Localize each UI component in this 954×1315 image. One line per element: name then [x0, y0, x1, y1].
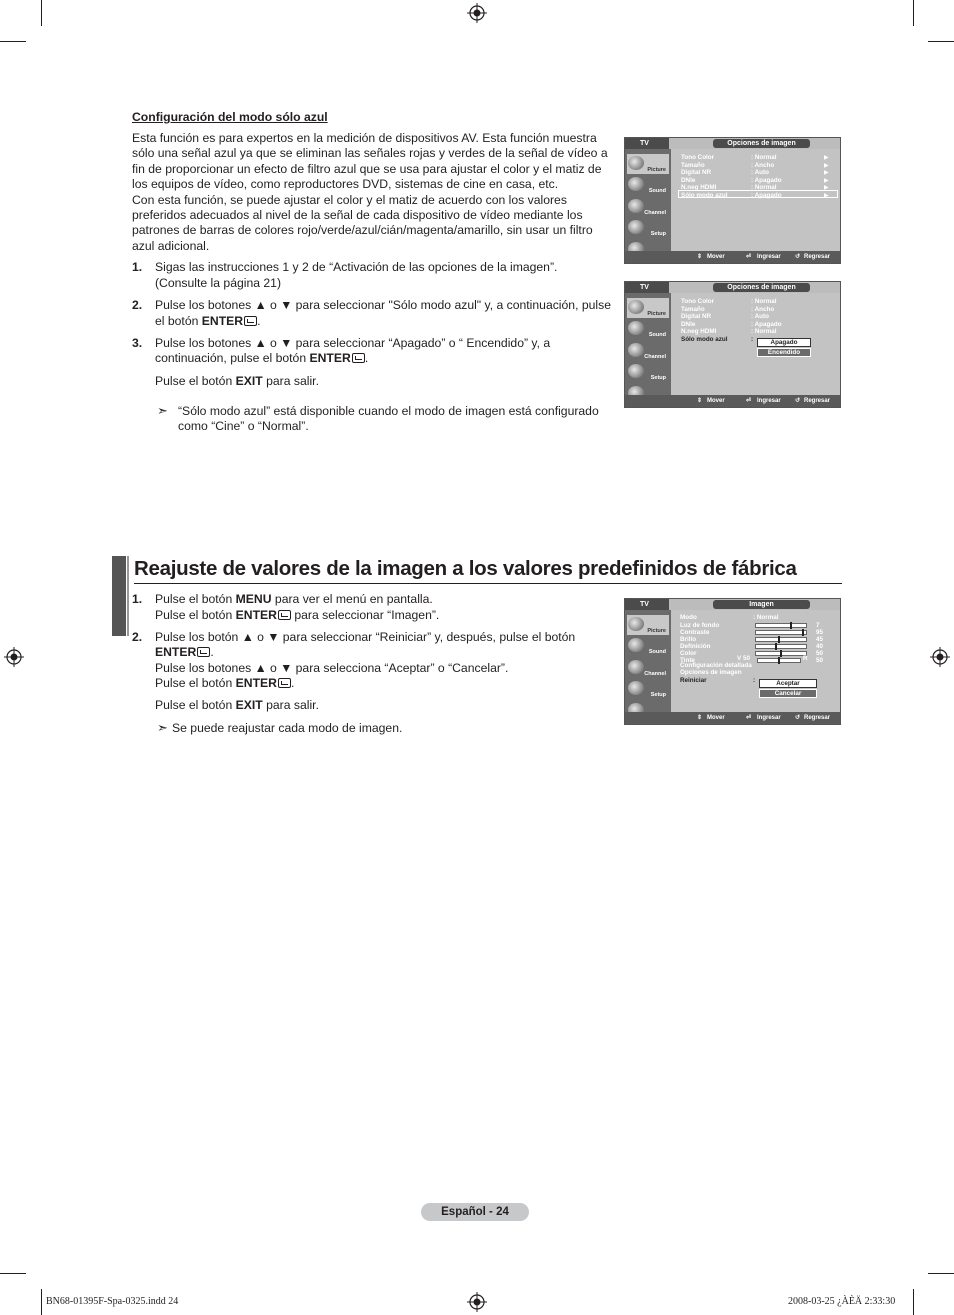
slider-knob[interactable]	[778, 657, 780, 664]
menu-item-label[interactable]: Tamaño	[681, 306, 705, 313]
step-text-part: Pulse el botón	[155, 676, 236, 690]
menu-item-label[interactable]: Opciones de imagen	[680, 669, 742, 676]
footer-move: Mover	[707, 715, 725, 721]
enter-key-label: ENTER	[309, 351, 351, 365]
slider-label[interactable]: Brillo	[680, 636, 697, 643]
intro-line: fin de proporcionar un efecto de filtro azul que se usa para ajustar el color y el matiz de	[132, 161, 602, 176]
tint-left-label: V 50	[737, 655, 750, 662]
footer-return: Regresar	[804, 398, 831, 404]
menu-item-value: : Normal	[751, 154, 777, 161]
menu-item-value: : Auto	[751, 313, 769, 320]
enter-key-label: ENTER	[235, 676, 277, 690]
picture-icon	[628, 156, 644, 170]
arrow-right-icon: ▶	[824, 185, 829, 191]
slider-value: 40	[816, 643, 824, 650]
sound-icon	[628, 177, 644, 191]
sidebar-item-setup[interactable]	[627, 218, 669, 238]
intro-line: patrones de barras de colores rojo/verde/azul/cián/magenta/amarillo, sin usar un filtro	[132, 223, 593, 238]
enter-icon	[278, 610, 291, 620]
file-name: BN68-01395F-Spa-0325.indd 24	[46, 1296, 179, 1307]
sound-icon	[628, 638, 644, 652]
note-arrow-icon: ➣	[157, 720, 168, 735]
step-text: Pulse los botones ▲ o ▼ para selecciona “Aceptar” o “Cancelar”.	[155, 661, 509, 675]
step-text: (Consulte la página 21)	[155, 276, 282, 290]
step-text-part: para seleccionar “Imagen”.	[290, 608, 440, 622]
sound-icon	[628, 321, 644, 335]
sidebar-label: Picture	[647, 311, 666, 317]
enter-key-label: ENTER	[155, 645, 197, 659]
step-number: 3.	[132, 336, 143, 350]
intro-line: los equipos de vídeo, como reproductores DVD, sistemas de cine en casa, etc.	[132, 177, 559, 192]
sidebar-item-sound[interactable]	[627, 319, 669, 339]
section-title: Configuración del modo sólo azul	[132, 110, 328, 124]
channel-icon	[628, 660, 644, 674]
menu-item-label[interactable]: Sólo modo azul	[681, 192, 728, 199]
menu-item-label[interactable]: Tono Color	[681, 154, 715, 161]
enter-icon	[278, 678, 291, 688]
sidebar-label: Channel	[644, 671, 666, 677]
option-apagado[interactable]: Apagado	[757, 338, 811, 347]
enter-icon	[197, 647, 210, 657]
sidebar-item-picture[interactable]	[627, 298, 669, 318]
setup-icon	[628, 364, 644, 378]
footer-enter: Ingresar	[757, 398, 781, 404]
step-text: Pulse los botones ▲ o ▼ para seleccionar “Apagado” o “ Encendido” y, a	[155, 336, 551, 350]
menu-main	[671, 610, 840, 712]
intro-line: preferidos adecuados al nivel de la señal de cada dispositivo de vídeo mediante los	[132, 208, 583, 223]
menu-item-label[interactable]: DNIe	[681, 321, 696, 328]
sidebar-item-picture[interactable]	[627, 154, 669, 174]
intro-line: azul adicional.	[132, 238, 210, 253]
menu-item-value: : Normal	[751, 298, 777, 305]
arrow-right-icon: ▶	[824, 155, 829, 161]
sidebar-label: Channel	[644, 210, 666, 216]
enter-icon: ⏎	[746, 715, 752, 721]
slider-track[interactable]	[755, 651, 807, 656]
return-icon: ↺	[795, 254, 801, 260]
note-text: Se puede reajustar cada modo de imagen.	[172, 721, 403, 735]
arrow-right-icon: ▶	[824, 193, 829, 199]
menu-main	[671, 149, 840, 251]
intro-line: Con esta función, se puede ajustar el color y el matiz de acuerdo con los valores	[132, 192, 567, 207]
step-text-part: .	[210, 645, 214, 659]
slider-value: 95	[816, 629, 824, 636]
step-text: Sigas las instrucciones 1 y 2 de “Activación de las opciones de la imagen”.	[155, 260, 558, 274]
menu-item-value: : Apagado	[751, 177, 782, 184]
return-icon: ↺	[795, 398, 801, 404]
step-text: Pulse los botón ▲ o ▼ para seleccionar “Reiniciar” y, después, pulse el botón	[155, 630, 576, 644]
menu-item-label[interactable]: Modo	[680, 614, 697, 621]
crop-mark	[41, 0, 42, 26]
section-heading: Reajuste de valores de la imagen a los valores predefinidos de fábrica	[134, 557, 797, 580]
slider-value: 50	[816, 657, 824, 664]
exit-instruction	[155, 698, 319, 713]
menu-title: Imagen	[713, 600, 810, 609]
sidebar-label: Setup	[650, 375, 666, 381]
menu-item-value: : Apagado	[751, 192, 782, 199]
slider-track[interactable]	[755, 637, 807, 642]
print-date: 2008-03-25 ¿ÀÈÄ 2:33:30	[788, 1296, 896, 1307]
slider-track[interactable]	[755, 623, 807, 628]
heading-bar	[112, 556, 126, 636]
sidebar-item-setup[interactable]	[627, 679, 669, 699]
arrow-right-icon: ▶	[824, 170, 829, 176]
registration-mark-icon	[4, 647, 24, 667]
slider-label[interactable]: Tinte	[680, 657, 695, 664]
step-text-part: el botón	[155, 314, 202, 328]
menu-footer	[625, 395, 840, 407]
sidebar-label: Channel	[644, 354, 666, 360]
slider-label[interactable]: Definición	[680, 643, 711, 650]
move-icon: ⇕	[697, 254, 703, 260]
enter-icon	[352, 353, 365, 363]
menu-main	[671, 293, 840, 395]
footer-return: Regresar	[804, 254, 831, 260]
tv-label: TV	[625, 599, 669, 610]
crop-mark	[913, 0, 914, 26]
step-text: Pulse los botones ▲ o ▼ para seleccionar "Sólo modo azul" y, a continuación, pulse	[155, 298, 611, 312]
slider-knob[interactable]	[790, 622, 792, 629]
step-text	[155, 314, 260, 329]
sidebar-item-sound[interactable]	[627, 636, 669, 656]
slider-knob[interactable]	[778, 636, 780, 643]
menu-item-label[interactable]: Sólo modo azul	[681, 336, 728, 343]
step-text-part: Pulse el botón	[155, 374, 236, 388]
sidebar-item-picture[interactable]	[627, 615, 669, 635]
sidebar-label: Setup	[650, 692, 666, 698]
footer-enter: Ingresar	[757, 254, 781, 260]
footer-move: Mover	[707, 398, 725, 404]
crop-mark	[41, 1289, 42, 1315]
menu-item-value: : Apagado	[751, 321, 782, 328]
slider-value: 50	[816, 650, 824, 657]
crop-mark	[0, 41, 26, 42]
crop-mark	[913, 1289, 914, 1315]
setup-icon	[628, 220, 644, 234]
registration-mark-icon	[467, 1292, 487, 1312]
slider-knob[interactable]	[780, 650, 782, 657]
footer-return: Regresar	[804, 715, 831, 721]
tv-menu-screen	[624, 281, 841, 408]
menu-item-label[interactable]: Tono Color	[681, 298, 715, 305]
slider-knob[interactable]	[802, 629, 804, 636]
sidebar-label: Sound	[648, 188, 666, 194]
menu-item-value: : Normal	[751, 328, 777, 335]
step-text	[155, 351, 368, 366]
menu-title: Opciones de imagen	[713, 283, 810, 292]
menu-key-label: MENU	[235, 592, 272, 606]
enter-key-label: ENTER	[235, 608, 277, 622]
sidebar-item-channel[interactable]	[627, 658, 669, 678]
menu-footer	[625, 251, 840, 263]
tv-label: TV	[625, 138, 669, 149]
move-icon: ⇕	[697, 715, 703, 721]
sidebar-label: Setup	[650, 231, 666, 237]
option-cancelar[interactable]: Cancelar	[759, 689, 817, 698]
footer-move: Mover	[707, 254, 725, 260]
menu-item-value: :	[751, 336, 754, 343]
footer-enter: Ingresar	[757, 715, 781, 721]
arrow-right-icon: ▶	[824, 163, 829, 169]
picture-icon	[628, 617, 644, 631]
step-text-part: .	[257, 314, 261, 328]
intro-line: Esta función es para expertos en la medición de dispositivos AV. Esta función muestra	[132, 131, 597, 145]
sidebar-label: Sound	[648, 649, 666, 655]
menu-item-label[interactable]: Configuración detallada	[680, 662, 752, 669]
step-text	[155, 608, 439, 623]
enter-key-label: ENTER	[201, 314, 244, 328]
registration-mark-icon	[467, 3, 487, 23]
arrow-right-icon: ▶	[824, 178, 829, 184]
step-text	[155, 645, 214, 660]
crop-mark	[0, 1273, 26, 1274]
menu-item-label[interactable]: Reiniciar	[680, 677, 707, 684]
menu-sidebar	[625, 293, 671, 395]
option-encendido[interactable]: Encendido	[757, 348, 811, 357]
step-number: 1.	[132, 592, 143, 606]
return-icon: ↺	[795, 715, 801, 721]
sidebar-item-channel[interactable]	[627, 341, 669, 361]
note-text: como “Cine” o “Normal”.	[178, 419, 309, 433]
menu-item-value: : Normal	[753, 614, 779, 621]
menu-item-label[interactable]: Digital NR	[681, 313, 712, 320]
step-text-part: Pulse el botón	[155, 592, 236, 606]
menu-item-label[interactable]: N.neg HDMI	[681, 184, 717, 191]
slider-track[interactable]	[757, 658, 801, 663]
menu-item-value: :	[753, 677, 756, 684]
step-text	[155, 676, 294, 691]
page-number-badge: Español - 24	[421, 1203, 529, 1221]
picture-icon	[628, 300, 644, 314]
heading-rule	[134, 583, 842, 584]
menu-sidebar	[625, 149, 671, 251]
heading-bar	[127, 556, 129, 636]
exit-key-label: EXIT	[235, 374, 263, 388]
option-aceptar[interactable]: Aceptar	[759, 679, 817, 688]
tv-menu-screen	[624, 598, 841, 725]
enter-icon: ⏎	[746, 398, 752, 404]
sidebar-item-setup[interactable]	[627, 362, 669, 382]
setup-icon	[628, 681, 644, 695]
menu-item-label[interactable]: Digital NR	[681, 169, 712, 176]
menu-item-value: : Auto	[751, 169, 769, 176]
step-text	[155, 592, 433, 607]
registration-mark-icon	[930, 647, 950, 667]
exit-instruction	[155, 374, 319, 389]
intro-line: sólo una señal azul ya que se eliminan las señales rojas y verdes de la señal de vídeo a	[132, 146, 608, 161]
step-text-part: continuación, pulse el botón	[155, 351, 310, 365]
menu-sidebar	[625, 610, 671, 712]
intro-paragraph	[132, 131, 612, 254]
sidebar-item-channel[interactable]	[627, 197, 669, 217]
sidebar-label: Picture	[647, 628, 666, 634]
step-text-part: para salir.	[262, 698, 319, 712]
slider-label[interactable]: Color	[680, 650, 697, 657]
menu-item-value: : Normal	[751, 184, 777, 191]
tv-menu-screen	[624, 137, 841, 264]
menu-item-label[interactable]: DNIe	[681, 177, 696, 184]
sidebar-label: Picture	[647, 167, 666, 173]
move-icon: ⇕	[697, 398, 703, 404]
menu-item-label[interactable]: Tamaño	[681, 162, 705, 169]
slider-value: 45	[816, 636, 824, 643]
step-text-part: Pulse el botón	[155, 698, 236, 712]
slider-value: 7	[816, 622, 820, 629]
tint-right-label: R	[803, 655, 808, 662]
enter-icon	[244, 316, 257, 326]
menu-item-value: : Ancho	[751, 306, 775, 313]
menu-title: Opciones de imagen	[713, 139, 810, 148]
slider-track[interactable]	[755, 630, 807, 635]
enter-icon: ⏎	[746, 254, 752, 260]
tv-label: TV	[625, 282, 669, 293]
channel-icon	[628, 343, 644, 357]
note-text: “Sólo modo azul” está disponible cuando el modo de imagen está configurado	[178, 404, 599, 418]
crop-mark	[928, 41, 954, 42]
step-text-part: .	[364, 351, 369, 365]
sidebar-item-sound[interactable]	[627, 175, 669, 195]
slider-label[interactable]: Contraste	[680, 629, 710, 636]
step-number: 2.	[132, 298, 143, 312]
step-number: 1.	[132, 260, 143, 274]
slider-track[interactable]	[755, 644, 807, 649]
step-text-part: .	[290, 676, 295, 690]
menu-item-label[interactable]: N.neg HDMI	[681, 328, 717, 335]
menu-item-value: : Ancho	[751, 162, 775, 169]
slider-knob[interactable]	[775, 643, 777, 650]
step-text-part: para ver el menú en pantalla.	[271, 592, 433, 606]
channel-icon	[628, 199, 644, 213]
exit-key-label: EXIT	[235, 698, 263, 712]
slider-label[interactable]: Luz de fondo	[680, 622, 720, 629]
sidebar-label: Sound	[648, 332, 666, 338]
step-text-part: Pulse el botón	[155, 608, 236, 622]
note-arrow-icon: ➣	[157, 403, 168, 418]
step-text-part: para salir.	[262, 374, 319, 388]
crop-mark	[928, 1273, 954, 1274]
menu-footer	[625, 712, 840, 724]
step-number: 2.	[132, 630, 143, 644]
